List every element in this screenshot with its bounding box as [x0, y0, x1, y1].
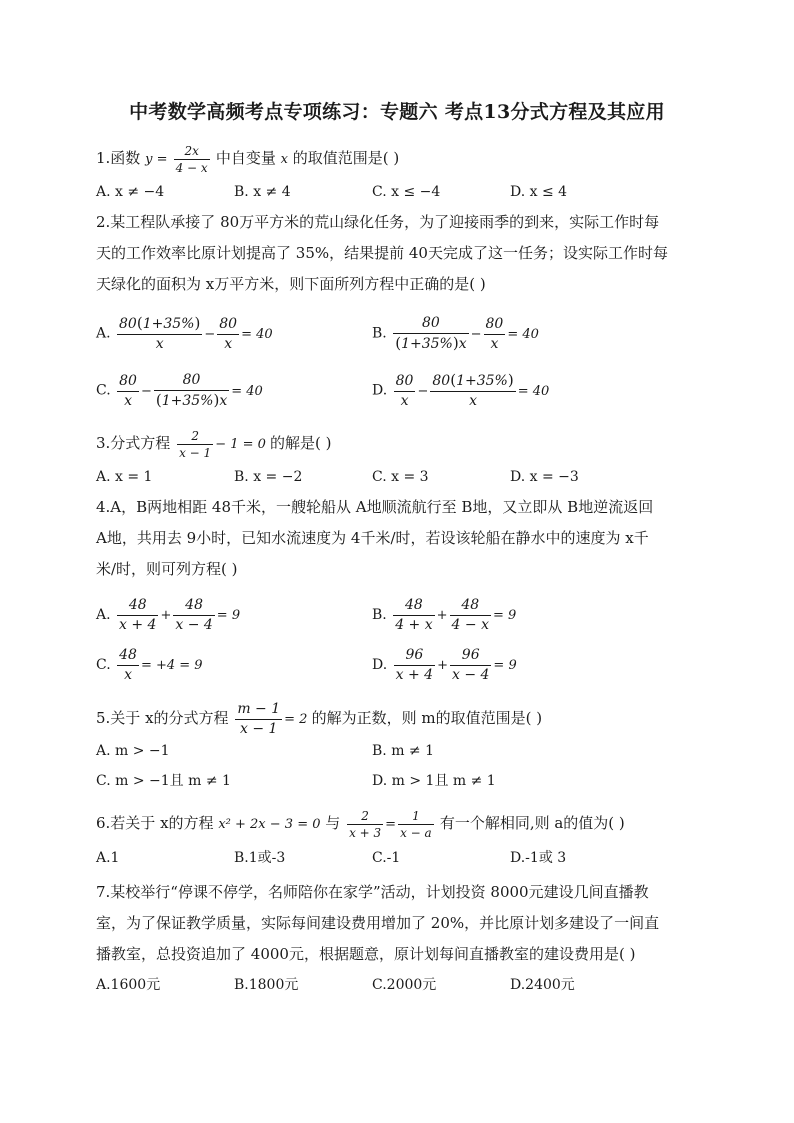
q5-tail: 的解为正数，则 m的取值范围是( ) [311, 709, 543, 727]
q5-formula: $\frac{m - 1}{x - 1}$ = 2 [237, 701, 312, 737]
q7-line-2: 室，为了保证教学质量，实际每间建设费用增加了 20%，并比原计划多建设了一间直 [96, 914, 660, 932]
q4-option-b [372, 596, 516, 635]
q1-suffix: 中自变量 [215, 149, 276, 167]
page-title: 中考数学高频考点专项练习：专题六 考点13分式方程及其应用 [129, 101, 665, 123]
q7-option-b: B.1800元 [234, 977, 299, 993]
q2-option-b [372, 314, 539, 354]
q4-option-a [96, 596, 240, 635]
q1-var: x [280, 152, 288, 167]
q2-option-b-formula: $\frac{80}{(1+35\%)x}$ − $\frac{80}{x}$ = 40 [395, 315, 539, 352]
q4-option-b-formula: $\frac{48}{4 + x}$ + $\frac{48}{4 - x}$ = 9 [395, 597, 517, 633]
q4-option-a-formula: $\frac{48}{x + 4}$ + $\frac{48}{x - 4}$ = 9 [119, 597, 241, 633]
q6-option-d: D.-1或 3 [510, 850, 567, 866]
q7-line-1: 7.某校举行“停课不停学，名师陪你在家学”活动，计划投资 8000元建设几间直播教 [96, 883, 649, 901]
q6-option-b: B.1或-3 [234, 850, 286, 866]
q1-formula: y = $\frac{2x}{4 - x}$ [145, 144, 208, 175]
q7-option-a: A.1600元 [96, 977, 161, 993]
q2-option-d [372, 371, 549, 411]
q3-option-d: D. x = −3 [510, 469, 579, 485]
q1-option-d: D. x ≤ 4 [510, 184, 568, 200]
q3-option-b: B. x = −2 [234, 469, 303, 485]
q7-option-d: D.2400元 [510, 977, 575, 993]
question-3 [96, 428, 332, 461]
q2-option-b-label: B. [372, 325, 387, 342]
q6-mid: 与 [325, 814, 341, 832]
q3-tail: 的解是( ) [270, 434, 332, 452]
q4-option-d-label: D. [372, 657, 388, 673]
question-5 [96, 700, 542, 739]
q4-line-1: 4.A，B两地相距 48千米，一艘轮船从 A地顺流航行至 B地，又立即从 B地逆流返回 [96, 498, 654, 516]
q4-option-c-label: C. [96, 657, 111, 673]
q2-option-c-formula: $\frac{80}{x}$ − $\frac{80}{(1+35\%)x}$ = 40 [119, 372, 263, 409]
q4-line-2: A地，共用去 9小时，已知水流速度为 4千米/时，若设该轮船在静水中的速度为 x千 [96, 529, 649, 547]
q4-option-a-label: A. [96, 607, 111, 623]
q1-option-a: A. x ≠ −4 [96, 184, 165, 200]
q2-option-a-label: A. [96, 325, 111, 342]
q5-option-a: A. m > −1 [96, 743, 170, 759]
q5-prefix: 5.关于 x的分式方程 [96, 709, 229, 727]
question-6 [96, 808, 625, 841]
q1-prefix: 1.函数 [96, 149, 141, 167]
q7-option-c: C.2000元 [372, 977, 437, 993]
q2-line-2: 天的工作效率比原计划提高了 35%，结果提前 40天完成了这一任务；设实际工作时每 [96, 244, 668, 262]
q2-line-1: 2.某工程队承接了 80万平方米的荒山绿化任务，为了迎接雨季的到来，实际工作时每 [96, 213, 660, 231]
q3-option-a: A. x = 1 [96, 469, 153, 485]
q2-option-c [96, 371, 263, 411]
q2-option-c-label: C. [96, 382, 111, 399]
q4-option-c-formula: $\frac{48}{x}$ = +4 = 9 [119, 647, 203, 683]
q6-tail: 有一个解相同,则 a的值为( ) [439, 814, 625, 832]
q3-prefix: 3.分式方程 [96, 434, 171, 452]
q5-option-d: D. m > 1且 m ≠ 1 [372, 773, 496, 789]
q3-formula: $\frac{2}{x - 1}$ − 1 = 0 [179, 429, 271, 460]
q4-line-3: 米/时，则可列方程( ) [96, 560, 238, 578]
q4-option-c [96, 646, 203, 685]
q6-prefix: 6.若关于 x的方程 [96, 814, 214, 832]
q1-tail: 的取值范围是( ) [292, 149, 400, 167]
q2-line-3: 天绿化的面积为 x万平方米，则下面所列方程中正确的是( ) [96, 275, 486, 293]
q4-option-d [372, 646, 517, 685]
q2-option-a-formula: $\frac{80(1+35\%)}{x}$ − $\frac{80}{x}$ = 40 [119, 314, 273, 352]
q1-option-b: B. x ≠ 4 [234, 184, 291, 200]
question-1 [96, 143, 399, 176]
q2-option-a [96, 314, 273, 354]
q6-option-c: C.-1 [372, 850, 401, 866]
q7-line-3: 播教室，总投资追加了 4000元，根据题意，原计划每间直播教室的建设费用是( ) [96, 945, 636, 963]
q3-option-c: C. x = 3 [372, 469, 429, 485]
q5-option-c: C. m > −1且 m ≠ 1 [96, 773, 231, 789]
q2-option-d-label: D. [372, 382, 388, 399]
q1-option-c: C. x ≤ −4 [372, 184, 441, 200]
q5-option-b: B. m ≠ 1 [372, 743, 435, 759]
q6-formula: $\frac{2}{x + 3}$ = $\frac{1}{x - a}$ [349, 809, 432, 840]
q4-option-d-formula: $\frac{96}{x + 4}$ + $\frac{96}{x - 4}$ = 9 [395, 647, 517, 683]
q2-option-d-formula: $\frac{80}{x}$ − $\frac{80(1+35\%)}{x}$ = 40 [395, 371, 550, 409]
q6-option-a: A.1 [96, 850, 120, 866]
q4-option-b-label: B. [372, 607, 387, 623]
q6-equation: x² + 2x − 3 = 0 [218, 817, 321, 832]
